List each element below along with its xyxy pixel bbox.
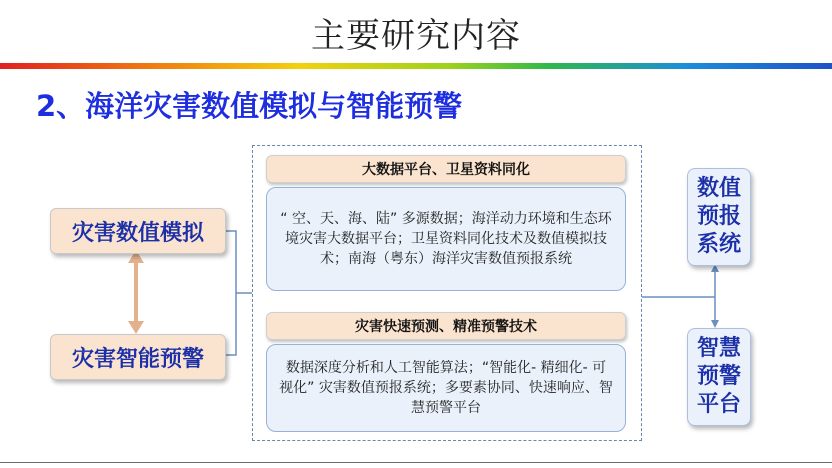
- right-bracket: [642, 272, 715, 320]
- right-box-warning-platform: 智慧预警平台: [687, 328, 751, 426]
- right-box-forecast-system: 数值预报系统: [687, 168, 751, 266]
- double-arrow-icon: [128, 250, 144, 334]
- block2-header: 灾害快速预测、精准预警技术: [266, 312, 626, 340]
- block2-description: 数据深度分析和人工智能算法；“智能化- 精细化- 可视化” 灾害数值预报系统；多要素协同、快速响应、智慧预警平台: [266, 344, 626, 432]
- page-title: 主要研究内容: [311, 16, 521, 56]
- block1-description: “ 空、天、海、陆” 多源数据；海洋动力环境和生态环境灾害大数据平台；卫星资料同化技术及数值模拟技术；南海（粤东）海洋灾害数值预报系统: [266, 187, 626, 291]
- left-box-disaster-simulation: 灾害数值模拟: [50, 208, 226, 254]
- block1-header: 大数据平台、卫星资料同化: [266, 155, 626, 183]
- section-title: 2、海洋灾害数值模拟与智能预警: [36, 89, 463, 123]
- left-box-disaster-warning: 灾害智能预警: [50, 334, 226, 380]
- bottom-rule: [0, 462, 832, 463]
- left-bracket: [226, 231, 236, 355]
- arrow-to-bottom-right-icon: [711, 320, 719, 328]
